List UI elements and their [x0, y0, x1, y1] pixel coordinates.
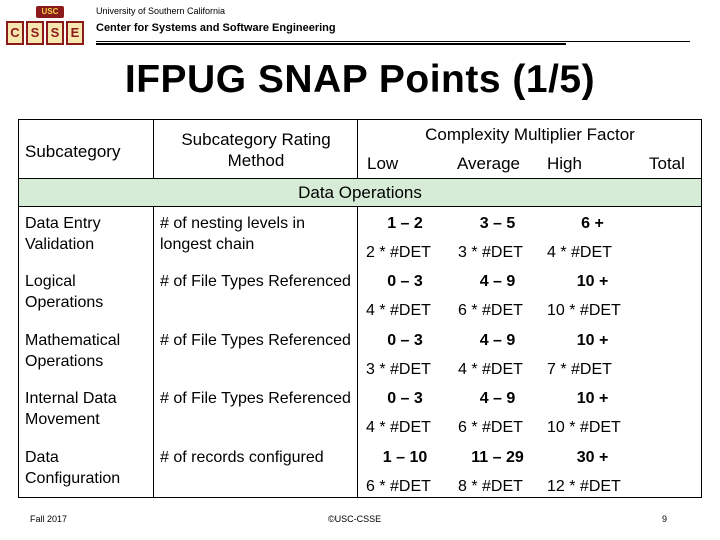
- low-range: 0 – 3: [387, 273, 423, 290]
- table-border-right: [701, 119, 702, 498]
- header-rating-method: Subcategory Rating Method: [181, 130, 331, 170]
- average-range: 4 – 9: [479, 332, 516, 349]
- header-divider: [96, 41, 690, 42]
- high-range: 10 +: [576, 390, 609, 407]
- high-range: 10 +: [576, 332, 609, 349]
- row-method: # of nesting levels in longest chain: [160, 215, 305, 253]
- page-number: 9: [662, 514, 668, 524]
- high-range: 10 +: [576, 273, 609, 290]
- header-divider-thick: [96, 43, 566, 45]
- university-name: University of Southern California: [96, 6, 226, 16]
- csse-letters: [6, 21, 84, 45]
- footer-copyright: ©USC-CSSE: [328, 514, 382, 524]
- header-divider-line: [18, 178, 702, 179]
- high-range: 6 +: [581, 215, 604, 232]
- logo-letter: S: [46, 21, 64, 45]
- low-multiplier: 6 * #DET: [366, 478, 431, 495]
- row-method: # of File Types Referenced: [160, 273, 351, 290]
- low-range: 1 – 2: [387, 215, 423, 232]
- average-multiplier: 6 * #DET: [458, 419, 523, 436]
- low-range: 0 – 3: [387, 332, 423, 349]
- header-complexity: Complexity Multiplier Factor: [425, 125, 635, 144]
- col-divider: [357, 119, 358, 178]
- logo-letter: S: [26, 21, 44, 45]
- low-multiplier: 2 * #DET: [366, 244, 431, 261]
- header-subcategory: Subcategory: [25, 142, 121, 161]
- table-border-bottom: [18, 497, 702, 498]
- low-range: 1 – 10: [382, 449, 428, 466]
- high-multiplier: 7 * #DET: [547, 361, 612, 378]
- header-average: Average: [457, 154, 521, 173]
- row-subcategory: Internal Data Movement: [25, 390, 117, 428]
- average-range: 3 – 5: [479, 215, 516, 232]
- low-multiplier: 4 * #DET: [366, 419, 431, 436]
- low-multiplier: 3 * #DET: [366, 361, 431, 378]
- average-range: 4 – 9: [479, 390, 516, 407]
- high-multiplier: 10 * #DET: [547, 302, 621, 319]
- row-subcategory: Mathematical Operations: [25, 332, 121, 370]
- row-method: # of File Types Referenced: [160, 390, 351, 407]
- row-method: # of File Types Referenced: [160, 332, 351, 349]
- low-range: 0 – 3: [387, 390, 423, 407]
- high-multiplier: 4 * #DET: [547, 244, 612, 261]
- slide-title: IFPUG SNAP Points (1/5): [124, 58, 596, 101]
- usc-seal: USC: [36, 6, 64, 18]
- average-multiplier: 6 * #DET: [458, 302, 523, 319]
- table-border-left: [18, 119, 19, 498]
- row-subcategory: Logical Operations: [25, 273, 104, 311]
- col-divider: [153, 206, 154, 497]
- col-divider: [357, 206, 358, 497]
- section-divider-line: [18, 206, 702, 207]
- average-range: 11 – 29: [471, 449, 524, 466]
- section-title: Data Operations: [298, 183, 422, 202]
- row-subcategory: Data Configuration: [25, 449, 121, 487]
- logo-letter: C: [6, 21, 24, 45]
- average-multiplier: 8 * #DET: [458, 478, 523, 495]
- header-high: High: [547, 154, 582, 173]
- center-name: Center for Systems and Software Engineering: [96, 22, 336, 34]
- high-range: 30 +: [576, 449, 609, 466]
- row-method: # of records configured: [160, 449, 324, 466]
- low-multiplier: 4 * #DET: [366, 302, 431, 319]
- footer-date: Fall 2017: [30, 514, 68, 524]
- high-multiplier: 12 * #DET: [547, 478, 621, 495]
- header-total: Total: [649, 154, 685, 173]
- high-multiplier: 10 * #DET: [547, 419, 621, 436]
- col-divider: [153, 119, 154, 178]
- average-range: 4 – 9: [479, 273, 516, 290]
- table-border-top: [18, 119, 702, 120]
- header-low: Low: [367, 154, 399, 173]
- average-multiplier: 3 * #DET: [458, 244, 523, 261]
- logo-letter: E: [66, 21, 84, 45]
- usc-csse-logo: [6, 5, 86, 49]
- average-multiplier: 4 * #DET: [458, 361, 523, 378]
- row-subcategory: Data Entry Validation: [25, 215, 101, 253]
